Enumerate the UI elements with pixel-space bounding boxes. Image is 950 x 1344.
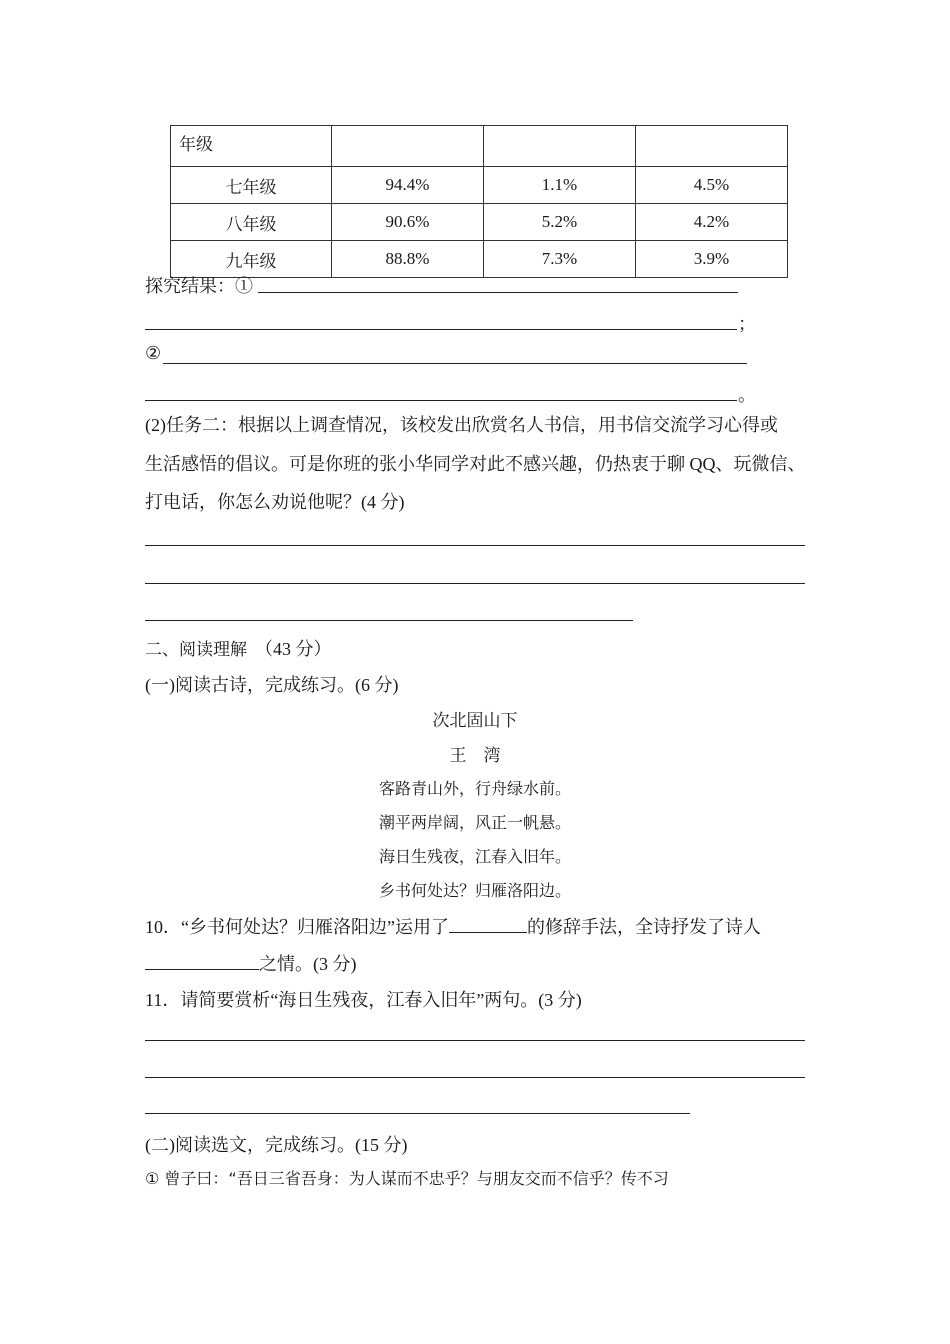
- poem-line: 客路青山外，行舟绿水前。: [378, 779, 571, 798]
- section-score: （43 分）: [255, 639, 332, 659]
- value-cell: 3.9%: [636, 241, 788, 278]
- table-row: [171, 241, 788, 278]
- q10-text-a: 10．“乡书何处达？归雁洛阳边”运用了: [145, 917, 449, 937]
- value-cell: 4.2%: [636, 204, 788, 241]
- value-cell: 94.4%: [332, 167, 484, 204]
- grade-cell: 八年级: [171, 204, 332, 241]
- section-heading: [145, 635, 332, 661]
- survey-table: [170, 125, 788, 278]
- poem-author: 王 湾: [449, 746, 501, 766]
- passage-first-line: ① 曾子曰：“吾日三省吾身：为人谋而不忠乎？与朋友交而不信乎？传不习: [145, 1169, 669, 1188]
- answer-line[interactable]: [145, 1113, 690, 1114]
- answer-line[interactable]: [145, 400, 737, 401]
- grade-cell: 九年级: [171, 241, 332, 278]
- result-circle-2: ②: [145, 343, 162, 363]
- poem-title: 次北固山下: [432, 711, 518, 731]
- result-label: 探究结果：①: [145, 276, 253, 296]
- q10-text-b: 的修辞手法，全诗抒发了诗人: [526, 917, 761, 937]
- task2-line: 打电话，你怎么劝说他呢？(4 分): [145, 492, 405, 512]
- answer-line[interactable]: [258, 292, 738, 293]
- answer-line[interactable]: [145, 545, 805, 546]
- answer-line[interactable]: [145, 329, 737, 330]
- answer-line[interactable]: [145, 1077, 805, 1078]
- answer-line[interactable]: [145, 1040, 805, 1041]
- answer-line[interactable]: [145, 620, 633, 621]
- part1-heading: (一)阅读古诗，完成练习。(6 分): [145, 675, 399, 695]
- value-cell: 88.8%: [332, 241, 484, 278]
- question-11: 11．请简要赏析“海日生残夜，江春入旧年”两句。(3 分): [145, 990, 582, 1010]
- table-header-cell: [636, 126, 788, 167]
- q10-blank-emotion[interactable]: [145, 951, 259, 970]
- poem-line: 潮平两岸阔，风正一帆悬。: [378, 813, 571, 832]
- part2-heading: (二)阅读选文，完成练习。(15 分): [145, 1135, 408, 1155]
- result-semicolon: ；: [738, 314, 756, 334]
- task2-line: 生活感悟的倡议。可是你班的张小华同学对此不感兴趣，仍热衷于聊 QQ、玩微信、: [145, 454, 806, 474]
- q10-blank-rhetoric[interactable]: [449, 914, 527, 933]
- value-cell: 90.6%: [332, 204, 484, 241]
- answer-line[interactable]: [145, 583, 805, 584]
- result-period: 。: [738, 385, 756, 405]
- value-cell: 4.5%: [636, 167, 788, 204]
- table-header-grade: 年级: [171, 126, 332, 167]
- table-row: [171, 167, 788, 204]
- value-cell: 7.3%: [484, 241, 636, 278]
- section-title: 二、阅读理解: [145, 640, 247, 660]
- value-cell: 1.1%: [484, 167, 636, 204]
- table-row: [171, 204, 788, 241]
- task2-line: (2)任务二：根据以上调查情况，该校发出欣赏名人书信，用书信交流学习心得或: [145, 415, 778, 435]
- poem-line: 乡书何处达？归雁洛阳边。: [378, 881, 571, 900]
- answer-line[interactable]: [163, 363, 747, 364]
- table-header-cell: [484, 126, 636, 167]
- question-10-cont: [145, 950, 357, 976]
- value-cell: 5.2%: [484, 204, 636, 241]
- q10-text-c: 之情。(3 分): [259, 954, 357, 974]
- question-10: [145, 913, 761, 939]
- poem-line: 海日生残夜，江春入旧年。: [378, 847, 571, 866]
- grade-cell: 七年级: [171, 167, 332, 204]
- table-header-row: [171, 126, 788, 167]
- table-header-cell: [332, 126, 484, 167]
